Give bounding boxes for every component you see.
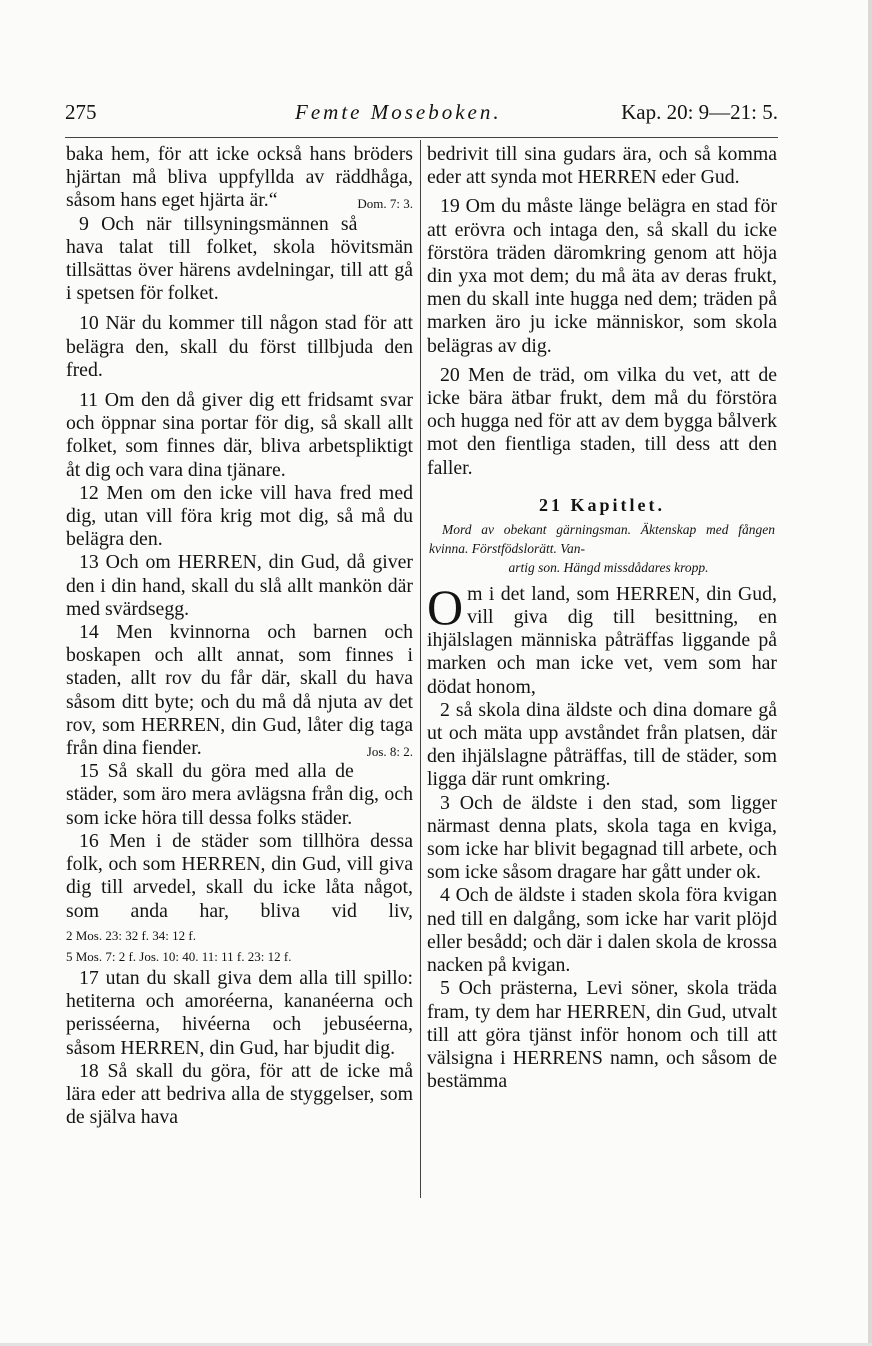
verse-4: 4 Och de äldste i staden skola föra kvigan ned till en dalgång, som icke har varit plöjd eller besådd; och där i dalen skola de krossa nacken på kvigan. (427, 884, 777, 977)
chapter-reference: Kap. 20: 9—21: 5. (621, 100, 778, 124)
running-title: Femte Moseboken. (295, 100, 502, 124)
cross-reference: Jos. 8: 2. (366, 744, 413, 760)
cross-reference: 5 Mos. 7: 2 f. Jos. 10: 40. 11: 11 f. 23: 12 f. (66, 948, 292, 964)
verse-2: 2 så skola dina äldste och dina domare gå ut och mäta upp avståndet från platsen, där den ihjälslagne påträffas, till de städer, som ligga där runt omkring. (427, 698, 777, 791)
left-column (66, 143, 413, 1129)
verse-continuation (66, 143, 413, 213)
verse-text: 14 Men kvinnorna och barnen och boskapen och allt annat, som finnes i staden, allt rov du får där, skall du hava såsom ditt byte; och du må då njuta av det rov, som HERREN, din Gud, låter dig taga från dina fiender. (66, 621, 413, 760)
verse-text: m i det land, som HERREN, din Gud, vill giva dig till besittning, en ihjälslagen människa påträffas liggande på marken och man icke vet, vem som har dödat honom, (427, 582, 777, 698)
chapter-title: 21 Kapitlet. (539, 494, 665, 515)
verse-18: 18 Så skall du göra, för att de icke må lära eder att bedriva alla de styggelser, som de själva hava (66, 1059, 413, 1129)
column-divider (420, 140, 421, 1198)
verse-text: baka hem, för att icke också hans bröders hjärtan må bliva uppfyllda av räddhåga, såsom hans eget hjärta är.“ (66, 143, 413, 212)
verse-15: 15 Så skall du göra med alla de städer, som äro mera avlägsna från dig, och som icke höra till dessa folks städer. (66, 760, 413, 829)
cross-reference: Dom. 7: 3. (357, 196, 413, 212)
verse-1 (427, 578, 777, 699)
verse-20: 20 Men de träd, om vilka du vet, att de icke bära ätbar frukt, dem må du förstöra och hugga ned för att av dem bygga bålverk mot den fientliga staden, till dess att den faller. (427, 363, 777, 479)
verse-17: 17 utan du skall giva dem alla till spillo: hetiterna och amoréerna, kananéerna och perisséerna, hivéerna och jebuséerna, såsom HERREN, din Gud, har bjudit dig. (66, 966, 413, 1059)
drop-cap: O (427, 578, 464, 635)
verse-19: 19 Om du måste länge belägra en stad för att erövra och intaga den, så skall du icke förstöra träden däromkring genom att höja din yxa mot dem; du må äta av deras frukt, men du skall inte hugga ned dem; träden på marken äro ju icke människor, som skola belägras av dig. (427, 195, 777, 357)
verse-13: 13 Och om HERREN, din Gud, då giver den i din hand, skall du slå allt mankön där med svärdsegg. (66, 551, 413, 620)
verse-9: 9 Och när tillsyningsmännen så hava talat till folket, skola hövitsmän tillsättas över härens avdelningar, till att gå i spetsen för folket. (66, 212, 413, 305)
verse-10: 10 När du kommer till någon stad för att belägra den, skall du först tillbjuda den fred. (66, 312, 413, 381)
verse-5: 5 Och prästerna, Levi söner, skola träda fram, ty dem har HERREN, din Gud, utvalt till att göra tjänst inför honom och till att välsigna i HERRENS namn, och såsom de bestämma (427, 977, 777, 1093)
verse-11: 11 Om den då giver dig ett fridsamt svar och öppnar sina portar för dig, så skall allt folket, som finnes där, bliva arbetspliktigt åt dig och vara dina tjänare. (66, 389, 413, 481)
verse-14 (66, 621, 413, 760)
verse-16 (66, 830, 413, 947)
right-column (427, 143, 777, 1093)
verse-text: 16 Men i de städer som tillhöra dessa folk, och som HERREN, din Gud, vill giva dig till arvedel, skall du icke låta något, som anda har, bliva vid liv, (66, 829, 413, 922)
summary-text: Mord av obekant gärningsman. Äktenskap med fången kvinna. Förstfödslorätt. Van- (429, 521, 775, 556)
chapter-summary (427, 520, 777, 577)
page-header (65, 100, 778, 134)
header-rule (65, 137, 778, 138)
page-edge-right (868, 0, 872, 1346)
page-number: 275 (65, 100, 97, 124)
verse-3: 3 Och de äldste i den stad, som ligger närmast denna plats, skola taga en kviga, som icke har blivit begagnad till arbete, och som icke såsom dragare har gått under ok. (427, 791, 777, 884)
verse-12: 12 Men om den icke vill hava fred med dig, utan vill föra krig mot dig, så må du belägra den. (66, 481, 413, 551)
cross-reference: 2 Mos. 23: 32 f. 34: 12 f. (66, 927, 196, 943)
verse-continuation: bedrivit till sina gudars ära, och så komma eder att synda mot HERREN eder Gud. (427, 143, 777, 189)
summary-text-last: artig son. Hängd missdådares kropp. (508, 559, 709, 575)
